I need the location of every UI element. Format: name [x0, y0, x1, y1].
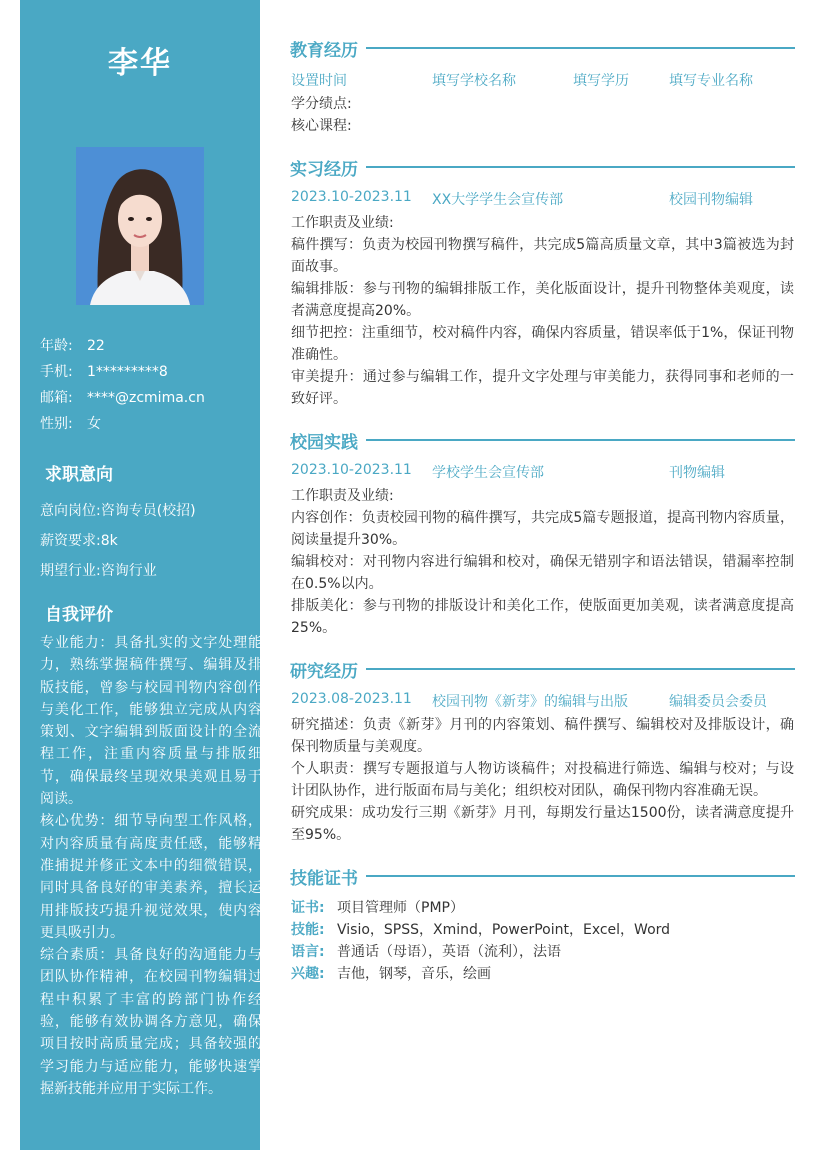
- intent-position: 意向岗位:咨询专员(校招): [40, 503, 196, 519]
- candidate-name: 李华: [108, 46, 172, 81]
- campus-meta: [291, 462, 795, 482]
- internship-time: 2023.10-2023.11: [291, 189, 412, 205]
- education-details: [291, 93, 794, 137]
- detail-line: 研究成果：成功发行三期《新芽》月刊，每期发行量达1500份，读者满意度提升至95%。: [291, 805, 794, 843]
- campus-heading: 校园实践: [290, 428, 795, 452]
- research-heading: 研究经历: [290, 657, 795, 681]
- skill-interests: 兴趣: 吉他，钢琴，音乐，绘画: [291, 966, 491, 982]
- internship-heading: 实习经历: [290, 155, 795, 179]
- internship-org: XX大学学生会宣传部: [432, 192, 564, 208]
- self-eval-heading: 自我评价: [45, 605, 113, 625]
- detail-line: 审美提升：通过参与编辑工作，提升文字处理与审美能力，获得同事和老师的一致好评。: [291, 369, 794, 407]
- research-time: 2023.08-2023.11: [291, 691, 412, 707]
- education-time: 设置时间: [291, 73, 347, 89]
- eval-paragraph: 专业能力：具备扎实的文字处理能力，熟练掌握稿件撰写、编辑及排版技能，曾参与校园刊物内容创作与美化工作，能够独立完成从内容策划、文字编辑到版面设计的全流程工作，注重内容质量与排版细节，确保最终呈现效果美观且易于阅读。: [40, 635, 262, 808]
- research-role: 编辑委员会委员: [669, 694, 767, 710]
- heading-divider: [366, 875, 795, 877]
- research-project: 校园刊物《新芽》的编辑与出版: [432, 694, 628, 710]
- heading-divider: [366, 668, 795, 670]
- intent-heading: 求职意向: [45, 465, 113, 485]
- campus-org: 学校学生会宣传部: [432, 465, 544, 481]
- job-intent: [40, 496, 255, 586]
- gpa-label: 学分绩点:: [291, 96, 352, 112]
- detail-line: 工作职责及业绩:: [291, 215, 394, 231]
- detail-line: 内容创作：负责校园刊物的稿件撰写，共完成5篇专题报道，提高刊物内容质量，阅读量提升30%。: [291, 510, 794, 548]
- campus-role: 刊物编辑: [669, 465, 725, 481]
- detail-line: 稿件撰写：负责为校园刊物撰写稿件，共完成5篇高质量文章，其中3篇被选为封面故事。: [291, 237, 794, 275]
- skill-certificate: 证书: 项目管理师（PMP）: [291, 900, 464, 916]
- intent-industry: 期望行业:咨询行业: [40, 563, 157, 579]
- basic-info: [40, 333, 250, 437]
- skills-list: [291, 897, 794, 985]
- internship-role: 校园刊物编辑: [669, 192, 753, 208]
- detail-line: 编辑校对：对刊物内容进行编辑和校对，确保无错别字和语法错误，错漏率控制在0.5%以内。: [291, 554, 794, 592]
- info-phone: 手机: 1*********8: [40, 364, 168, 380]
- research-details: [291, 714, 794, 846]
- detail-line: 工作职责及业绩:: [291, 488, 394, 504]
- detail-line: 排版美化：参与刊物的排版设计和美化工作，使版面更加美观，读者满意度提高25%。: [291, 598, 794, 636]
- sidebar: [20, 0, 260, 1150]
- campus-details: [291, 485, 794, 639]
- intent-salary: 薪资要求:8k: [40, 533, 118, 549]
- info-age: 年龄: 22: [40, 338, 105, 354]
- skill-tools: 技能: Visio，SPSS，Xmind，PowerPoint，Excel，Word: [291, 922, 671, 938]
- courses-label: 核心课程:: [291, 118, 352, 134]
- skill-language: 语言: 普通话（母语），英语（流利），法语: [291, 944, 561, 960]
- detail-line: 细节把控：注重细节，校对稿件内容，确保内容质量，错误率低于1%，保证刊物准确性。: [291, 325, 794, 363]
- education-major: 填写专业名称: [669, 73, 753, 89]
- detail-line: 个人职责：撰写专题报道与人物访谈稿件；对投稿进行筛选、编辑与校对；与设计团队协作，进行版面布局与美化；组织校对团队，确保刊物内容准确无误。: [291, 761, 794, 799]
- detail-line: 编辑排版：参与刊物的编辑排版工作，美化版面设计，提升刊物整体美观度，读者满意度提高20%。: [291, 281, 794, 319]
- eval-paragraph: 综合素质：具备良好的沟通能力与团队协作精神，在校园刊物编辑过程中积累了丰富的跨部门协作经验，能够有效协调各方意见，确保项目按时高质量完成；具备较强的学习能力与适应能力，能够快速掌握新技能并应用于实际工作。: [40, 947, 262, 1097]
- internship-meta: [291, 189, 795, 209]
- heading-divider: [366, 166, 795, 168]
- internship-details: [291, 212, 794, 410]
- education-school: 填写学校名称: [432, 73, 516, 89]
- campus-time: 2023.10-2023.11: [291, 462, 412, 478]
- info-email: 邮箱: ****@zcmima.cn: [40, 390, 205, 406]
- education-degree: 填写学历: [573, 73, 629, 89]
- education-meta: [291, 70, 795, 90]
- skills-heading: 技能证书: [290, 864, 795, 888]
- heading-divider: [366, 47, 795, 49]
- detail-line: 研究描述：负责《新芽》月刊的内容策划、稿件撰写、编辑校对及排版设计，确保刊物质量与美观度。: [291, 717, 794, 755]
- education-heading: 教育经历: [290, 36, 795, 60]
- heading-divider: [366, 439, 795, 441]
- eval-paragraph: 核心优势：细节导向型工作风格，对内容质量有高度责任感，能够精准捕捉并修正文本中的细微错误，同时具备良好的审美素养，擅长运用排版技巧提升视觉效果，使内容更具吸引力。: [40, 813, 262, 941]
- info-gender: 性别: 女: [40, 416, 101, 432]
- research-meta: [291, 691, 795, 711]
- portrait-photo: [76, 147, 204, 305]
- self-evaluation: [40, 632, 262, 1100]
